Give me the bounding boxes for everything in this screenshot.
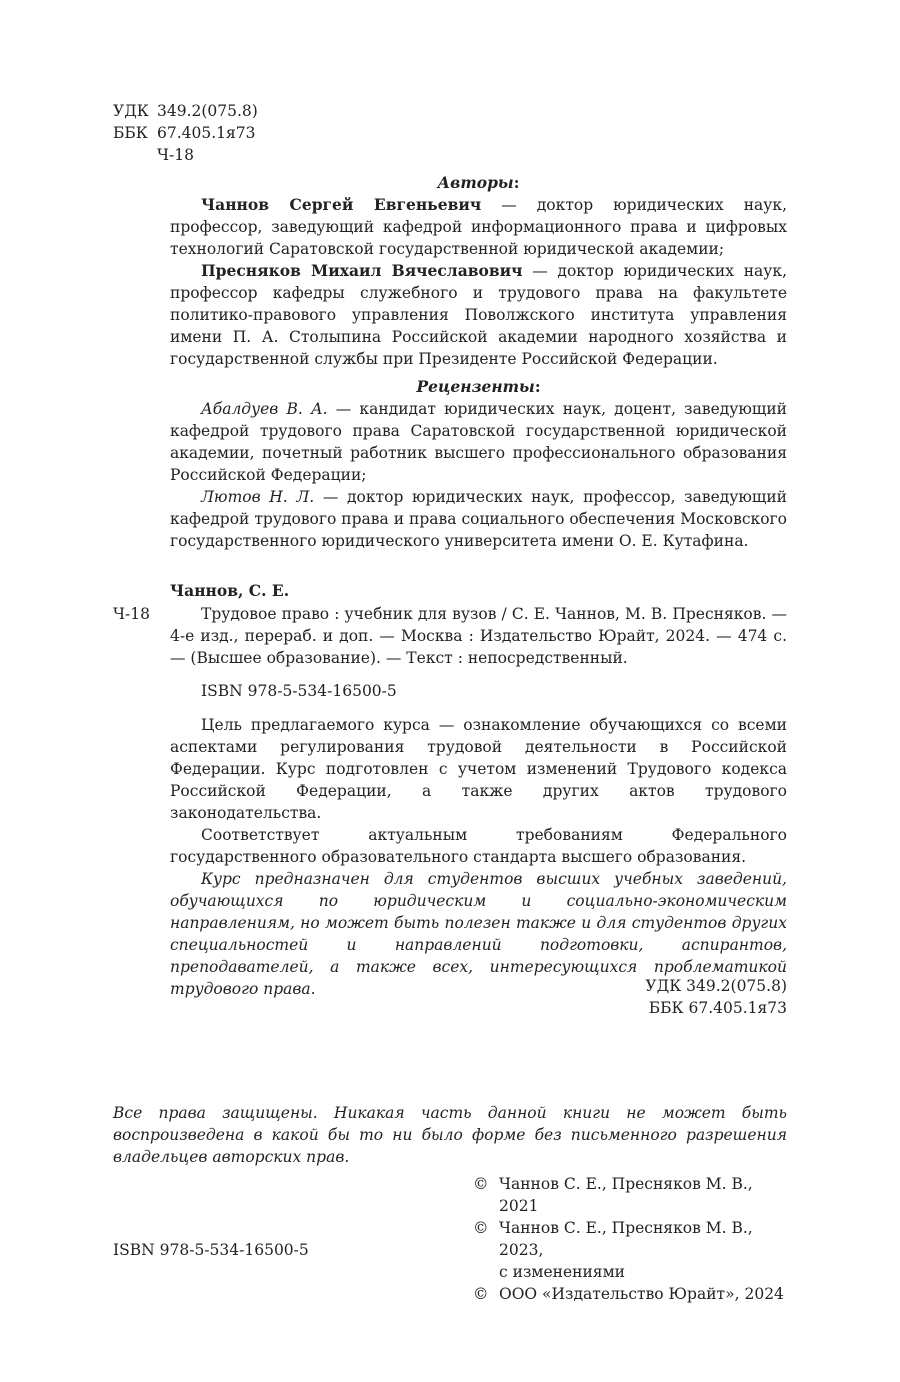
annotation-p3: Курс предназначен для студентов высших учебных заведений, обучающихся по юридическим и социально-экономическим направлениям, но может быть полезен также и для студентов других специальностей и направлений подготовки, аспирантов, преподавателей, а также всех, интересующихся проблематикой трудового права. (170, 870, 787, 998)
classification-codes (113, 100, 258, 166)
copyright-line-1: © Чаннов С. Е., Пресняков М. В., 2021 (473, 1175, 753, 1215)
author-1-name: Чаннов Сергей Евгеньевич (201, 195, 482, 214)
right-codes (645, 975, 787, 1019)
copyright-line-2: © Чаннов С. Е., Пресняков М. В., 2023, (473, 1219, 753, 1259)
reviewer-2-desc: — доктор юридических наук, профессор, заведующий кафедрой трудового права и права социального обеспечения Московского государственного юридического университета имени О. Е. Кутафина. (170, 488, 787, 550)
reviewers-heading: Рецензенты: (416, 377, 541, 396)
catalog-mark: Ч-18 (113, 605, 150, 623)
author-2 (170, 260, 787, 370)
bbk-row (113, 122, 258, 144)
copyright-symbol: © (473, 1285, 489, 1303)
annotation-p2: Соответствует актуальным требованиям Федерального государственного образовательного стандарта высшего образования. (170, 826, 787, 866)
author-mark: Ч-18 (157, 146, 194, 164)
reviewer-1 (170, 398, 787, 486)
reviewer-1-name: Абалдуев В. А. (201, 400, 328, 418)
catalog-isbn: ISBN 978-5-534-16500-5 (201, 682, 397, 700)
author-2-name: Пресняков Михаил Вячеславович (201, 261, 523, 280)
copyright-symbol: © (473, 1175, 489, 1193)
udk-row (113, 100, 258, 122)
copyright-line-3: © ООО «Издательство Юрайт», 2024 (473, 1285, 784, 1303)
catalog-description-block (170, 603, 787, 669)
copyright-block (473, 1173, 793, 1305)
annotation-block (170, 714, 787, 1000)
authors-block (170, 194, 787, 370)
bottom-isbn: ISBN 978-5-534-16500-5 (113, 1241, 309, 1259)
annotation-p1: Цель предлагаемого курса — ознакомление обучающихся со всеми аспектами регулирования трудовой деятельности в Российской Федерации. Курс подготовлен с учетом изменений Трудового кодекса Российской Федерации, а также других актов трудового законодательства. (170, 716, 787, 822)
author-1 (170, 194, 787, 260)
catalog-description: Трудовое право : учебник для вузов / С. Е. Чаннов, М. В. Пресняков. — 4-е изд., перераб. и доп. — Москва : Издательство Юрайт, 2024. — 474 с. — (Высшее образование). — Текст : непосредственный. (170, 605, 787, 667)
reviewer-2 (170, 486, 787, 552)
reviewer-2-name: Лютов Н. Л. (201, 488, 315, 506)
copyright-line-2-cont: с изменениями (499, 1263, 625, 1281)
catalog-main-author: Чаннов, С. Е. (170, 581, 290, 600)
udk-label: УДК (113, 102, 149, 120)
reviewers-block (170, 398, 787, 552)
author-2-desc: — доктор юридических наук, профессор кафедры служебного и трудового права на факультете политико-правового управления Поволжского института управления имени П. А. Столыпина Российской академии народного хозяйства и государственной службы при Президенте Российской Федерации. (170, 262, 787, 368)
bbk-label: ББК (113, 124, 148, 142)
reviewer-1-desc: — кандидат юридических наук, доцент, заведующий кафедрой трудового права Саратовской государственной юридической академии, почетный работник высшего профессионального образования Российской Федерации; (170, 400, 787, 484)
author-1-desc: — доктор юридических наук, профессор, заведующий кафедрой информационного права и цифровых технологий Саратовской государственной юридической академии; (170, 196, 788, 258)
right-udk: УДК 349.2(075.8) (645, 977, 787, 995)
author-mark-row (113, 144, 258, 166)
copyright-symbol: © (473, 1219, 489, 1237)
udk-value: 349.2(075.8) (157, 102, 258, 120)
rights-notice: Все права защищены. Никакая часть данной книги не может быть воспроизведена в какой бы то ни было форме без письменного разрешения владельцев авторских прав. (113, 1104, 787, 1166)
bbk-value: 67.405.1я73 (157, 124, 256, 142)
authors-heading: Авторы: (437, 173, 520, 192)
right-bbk: ББК 67.405.1я73 (648, 999, 787, 1017)
